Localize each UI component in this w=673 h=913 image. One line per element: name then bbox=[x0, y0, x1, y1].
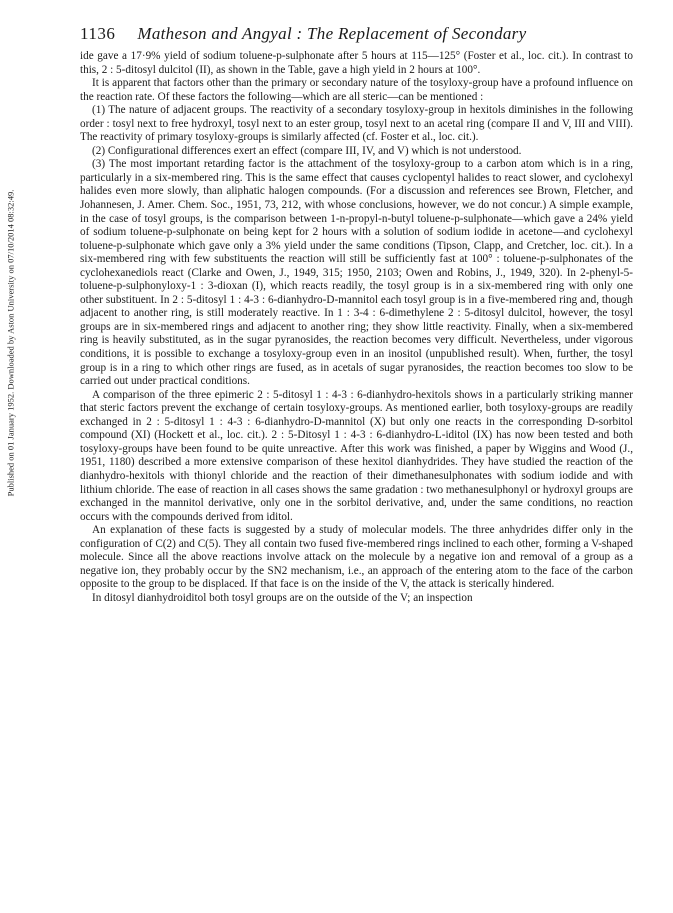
article-body bbox=[80, 50, 633, 605]
paragraph: In ditosyl dianhydroiditol both tosyl groups are on the outside of the V; an inspection bbox=[92, 591, 473, 604]
page-header bbox=[80, 24, 640, 44]
paragraph: (2) Configurational differences exert an effect (compare III, IV, and V) which is not understood. bbox=[92, 144, 522, 157]
paragraph: A comparison of the three epimeric 2 : 5-ditosyl 1 : 4-3 : 6-dianhydro-hexitols shows in a particularly striking manner that steric factors prevent the exchange of certain tosyloxy-groups. As mentioned earlier, both tosyloxy-groups are readily exchanged in 2 : 5-ditosyl 1 : 4-3 : 6-dianhydro-D-mannitol (X) but only one reacts in the corresponding D-sorbitol compound (XI) (Hockett et al., loc. cit.). 2 : 5-Ditosyl 1 : 4-3 : 6-dianhydro-L-iditol (IX) has now been tested and both tosyloxy-groups have been found to be quite unreactive. After this work was finished, a paper by Wiggins and Wood (J., 1951, 1180) described a more extensive comparison of these hexitol dianhydrides. They have studied the reaction of the dianhydro-hexitols with thionyl chloride and the reaction of their dimethanesulphonates with sodium iodide and with lithium chloride. The ease of reaction in all cases shows the same gradation : two methanesulphonyl or hydroxyl groups are exchanged in the mannitol derivative, only one in the sorbitol derivative, and, under the same conditions, no reaction occurs with the compounds derived from iditol. bbox=[80, 388, 633, 523]
paragraph: It is apparent that factors other than the primary or secondary nature of the tosyloxy-group have a profound influence on the reaction rate. Of these factors the following—which are all steric—can be mentioned : bbox=[80, 77, 633, 103]
paragraph: (1) The nature of adjacent groups. The reactivity of a secondary tosyloxy-group in hexitols diminishes in the following order : tosyl next to free hydroxyl, tosyl next to an ester group, tosyl next to an acetal ring (compare II and V, III and VIII). The reactivity of primary tosyloxy-groups is similarly affected (cf. Foster et al., loc. cit.). bbox=[80, 104, 633, 144]
running-title: Matheson and Angyal : The Replacement of Secondary bbox=[137, 24, 527, 43]
download-notice-text: Published on 01 January 1952. Downloaded by Aston University on 07/10/2014 08:32:49. bbox=[5, 189, 16, 496]
paragraph: ide gave a 17·9% yield of sodium toluene-p-sulphonate after 5 hours at 115—125° (Foster et al., loc. cit.). In contrast to this, 2 : 5-ditosyl dulcitol (II), as shown in the Table, gave a high yield in 2 hours at 100°. bbox=[80, 50, 633, 76]
download-notice bbox=[3, 120, 17, 565]
paragraph: An explanation of these facts is suggested by a study of molecular models. The three anhydrides differ only in the configuration of C(2) and C(5). They all contain two fused five-membered rings inclined to each other, forming a V-shaped molecule. Since all the above reactions involve attack on the molecule by a negative ion and removal of a group as a negative ion, they probably occur by the SN2 mechanism, i.e., an approach of the entering atom to the face of the carbon opposite to the group to be displaced. If that face is on the inside of the V, the attack is sterically hindered. bbox=[80, 524, 633, 591]
page-number: 1136 bbox=[80, 24, 116, 43]
paragraph: (3) The most important retarding factor is the attachment of the tosyloxy-group to a carbon atom which is in a ring, particularly in a six-membered ring. This is the same effect that causes cyclopentyl halides to react slower, and cyclohexyl halides even more slowly, than aliphatic halogen compounds. (For a discussion and references see Brown, Fletcher, and Johannesen, J. Amer. Chem. Soc., 1951, 73, 212, with whose conclusions, however, we do not concur.) A simple example, in the case of tosyl groups, is the comparison between 1-n-propyl-n-butyl toluene-p-sulphonate—which gave a 24% yield of sodium toluene-p-sulphonate on being kept for 2 hours with a solution of sodium iodide in acetone—and cyclohexyl toluene-p-sulphonate which gave only a 3% yield under the same conditions (Tipson, Clapp, and Cretcher, loc. cit.). In a six-membered ring with few substituents the reaction will still be sufficiently fast at 100° : toluene-p-sulphonates of the cyclohexanediols react (Clarke and Owen, J., 1949, 315; 1950, 2103; Owen and Robins, J., 1949, 320). In 2-phenyl-5-toluene-p-sulphonyloxy-1 : 3-dioxan (I), which reacts readily, the tosyl group is in a six-membered ring with only one other substituent. In 2 : 5-ditosyl 1 : 4-3 : 6-dianhydro-D-mannitol each tosyl group is in a five-membered ring and, though adjacent to another ring, is still moderately reactive. In 1 : 3-4 : 6-dimethylene 2 : 5-ditosyl dulcitol, however, the tosyl groups are in six-membered rings and adjacent to another ring; they show little reactivity. Finally, when a six-membered ring is heavily substituted, as in the sugar pyranosides, the reaction becomes very difficult. Nevertheless, under vigorous conditions, it is possible to exchange a tosyloxy-group even in an inositol (unpublished result). When, further, the tosyl group is in a ring to which other rings are fused, as in acetals of sugar pyranosides, the reaction becomes too slow to be carried out under practical conditions. bbox=[80, 158, 633, 388]
